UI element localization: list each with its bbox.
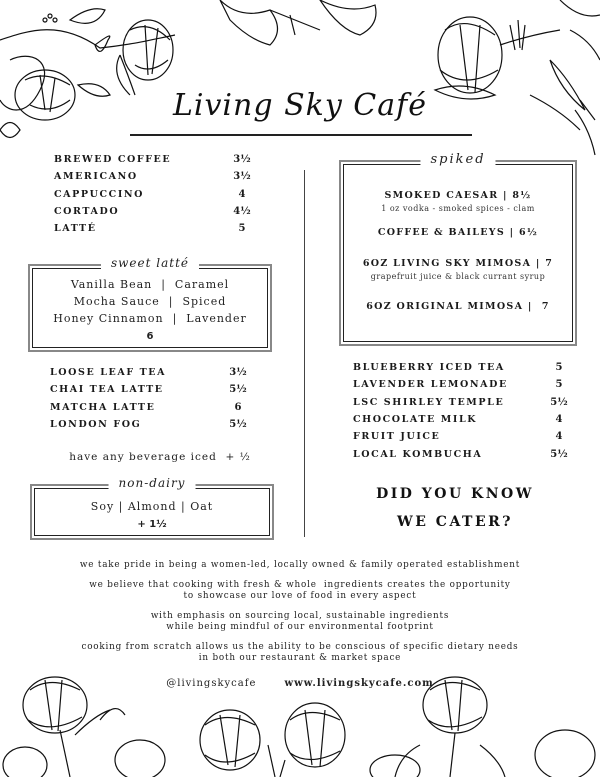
catering-line-2: WE CATER? bbox=[397, 514, 513, 530]
item-price: 4 bbox=[238, 188, 246, 200]
catering-line-1: DID YOU KNOW bbox=[376, 486, 534, 502]
about-paragraph: we believe that cooking with fresh & whole ingredients creates the opportunity to showcase our love of food in every aspect bbox=[89, 580, 511, 601]
item-price: 6 bbox=[234, 401, 242, 413]
flavor-line: Mocha Sauce | Spiced bbox=[73, 295, 227, 308]
item-price: 5½ bbox=[550, 448, 568, 460]
item-name: LONDON FOG bbox=[50, 419, 142, 431]
column-divider bbox=[304, 170, 305, 537]
menu-item bbox=[54, 168, 254, 185]
item-price: 4½ bbox=[233, 206, 251, 218]
item-price: 5½ bbox=[229, 419, 247, 431]
menu-item bbox=[54, 151, 254, 168]
item-name: BLUEBERRY ICED TEA bbox=[353, 362, 505, 374]
item-name: LOOSE LEAF TEA bbox=[50, 367, 167, 379]
item-name: CAPPUCCINO bbox=[54, 188, 145, 200]
item-name: CHAI TEA LATTE bbox=[50, 384, 164, 396]
spiked-item-title: SMOKED CAESAR | 8½ bbox=[384, 190, 532, 201]
item-name: LOCAL KOMBUCHA bbox=[353, 448, 483, 460]
title-underline bbox=[130, 134, 472, 136]
item-price: 5 bbox=[555, 379, 563, 391]
menu-item bbox=[54, 186, 254, 203]
spiked-item bbox=[341, 227, 575, 238]
item-name: MATCHA LATTE bbox=[50, 401, 156, 413]
social-handle[interactable]: @livingskycafe bbox=[166, 678, 257, 689]
tea-menu bbox=[50, 364, 250, 433]
sweet-latte-price: 6 bbox=[146, 331, 154, 342]
item-name: BREWED COFFEE bbox=[54, 154, 172, 166]
menu-item bbox=[50, 364, 250, 381]
item-price: 5½ bbox=[229, 384, 247, 396]
spiked-item-desc: grapefruit juice & black currant syrup bbox=[370, 272, 546, 281]
non-dairy-label: non-dairy bbox=[109, 476, 196, 490]
item-price: 4 bbox=[555, 431, 563, 443]
website-link[interactable]: www.livingskycafe.com bbox=[284, 678, 434, 689]
spiked-item-title: 6OZ LIVING SKY MIMOSA | 7 bbox=[362, 258, 554, 269]
sweet-latte-label: sweet latté bbox=[101, 256, 199, 270]
menu-item bbox=[54, 220, 254, 237]
non-dairy-box bbox=[30, 476, 274, 540]
menu-item bbox=[353, 394, 571, 411]
menu-item bbox=[353, 411, 571, 428]
menu-item bbox=[353, 376, 571, 393]
cold-drinks-menu bbox=[353, 359, 571, 463]
spiked-item bbox=[341, 190, 575, 213]
flavor-line: Honey Cinnamon | Lavender bbox=[53, 312, 247, 325]
iced-beverage-note: have any beverage iced + ½ bbox=[69, 451, 251, 463]
item-name: LSC SHIRLEY TEMPLE bbox=[353, 396, 505, 408]
floral-top-center-illustration bbox=[200, 0, 400, 60]
item-name: CORTADO bbox=[54, 206, 120, 218]
menu-item bbox=[353, 359, 571, 376]
spiked-item-desc: 1 oz vodka - smoked spices - clam bbox=[381, 204, 535, 213]
item-name: FRUIT JUICE bbox=[353, 431, 441, 443]
item-price: 3½ bbox=[229, 367, 247, 379]
cafe-title: Living Sky Café bbox=[172, 88, 428, 123]
item-name: AMERICANO bbox=[54, 171, 138, 183]
menu-item bbox=[50, 416, 250, 433]
floral-top-left-illustration bbox=[0, 0, 200, 150]
menu-item bbox=[50, 381, 250, 398]
item-name: CHOCOLATE MILK bbox=[353, 414, 478, 426]
item-name: LAVENDER LEMONADE bbox=[353, 379, 508, 391]
menu-item bbox=[54, 203, 254, 220]
non-dairy-options: Soy | Almond | Oat bbox=[90, 500, 214, 513]
spiked-label: spiked bbox=[420, 152, 495, 167]
about-section bbox=[0, 560, 600, 673]
item-price: 3½ bbox=[233, 171, 251, 183]
item-name: LATTÉ bbox=[54, 223, 97, 235]
about-paragraph: with emphasis on sourcing local, sustainable ingredients while being mindful of our environmental footprint bbox=[150, 611, 450, 632]
sweet-latte-box bbox=[28, 256, 272, 352]
catering-callout bbox=[350, 480, 560, 536]
non-dairy-price: + 1½ bbox=[137, 519, 167, 530]
footer bbox=[0, 678, 600, 689]
spiked-item bbox=[341, 301, 575, 312]
spiked-item bbox=[341, 258, 575, 281]
item-price: 5 bbox=[555, 362, 563, 374]
floral-top-right-illustration bbox=[420, 0, 600, 160]
menu-item bbox=[353, 445, 571, 462]
item-price: 5½ bbox=[550, 396, 568, 408]
item-price: 5 bbox=[238, 223, 246, 235]
coffee-menu bbox=[54, 151, 254, 237]
spiked-item-title: 6OZ ORIGINAL MIMOSA | 7 bbox=[366, 301, 550, 312]
about-paragraph: we take pride in being a women-led, locally owned & family operated establishment bbox=[79, 560, 521, 570]
menu-item bbox=[353, 428, 571, 445]
spiked-box bbox=[339, 152, 577, 346]
flavor-line: Vanilla Bean | Caramel bbox=[70, 278, 230, 291]
item-price: 3½ bbox=[233, 154, 251, 166]
spiked-item-title: COFFEE & BAILEYS | 6½ bbox=[377, 227, 539, 238]
about-paragraph: cooking from scratch allows us the ability to be conscious of specific dietary needs in both our restaurant & market space bbox=[81, 642, 519, 663]
menu-item bbox=[50, 399, 250, 416]
item-price: 4 bbox=[555, 414, 563, 426]
